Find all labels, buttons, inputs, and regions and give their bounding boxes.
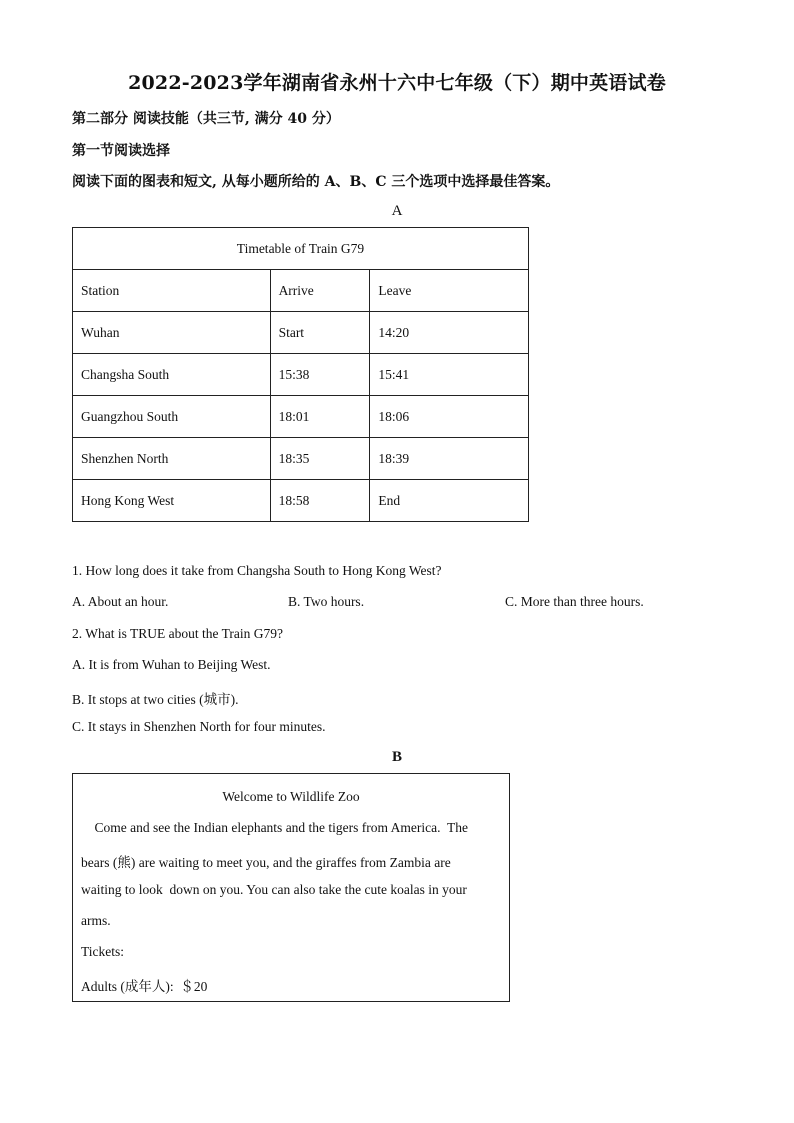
table-row [73,354,529,396]
table-row [73,396,529,438]
table-header-row [73,270,529,312]
q1-option-a: A. About an hour. [72,594,169,609]
table-row [73,438,529,480]
cell-leave: 18:06 [370,396,529,438]
cell-arrive: 18:01 [270,396,370,438]
train-timetable [72,227,529,522]
cell-leave: 15:41 [370,354,529,396]
cell-leave: 18:39 [370,438,529,480]
question-1: 1. How long does it take from Changsha South to Hong Kong West? [72,563,442,578]
zoo-advertisement [72,773,510,1002]
section-heading: 第一节阅读选择 [72,143,170,159]
question-2: 2. What is TRUE about the Train G79? [72,626,283,641]
passage-a-letter: A [391,203,403,219]
cell-leave: 14:20 [370,312,529,354]
cell-arrive: 15:38 [270,354,370,396]
table-caption: Timetable of Train G79 [73,228,529,270]
q2-option-c: C. It stays in Shenzhen North for four minutes. [72,719,326,734]
q1-option-c: C. More than three hours. [505,594,644,609]
exam-title: 2022-2023学年湖南省永州十六中七年级（下）期中英语试卷 [128,72,666,94]
part-heading: 第二部分 阅读技能（共三节, 满分 40 分） [72,111,340,127]
q1-option-b: B. Two hours. [288,594,365,609]
q2-option-b: B. It stops at two cities (城市). [72,692,239,707]
table-caption-row [73,228,529,270]
zoo-text-line: waiting to look down on you. You can also take the cute koalas in your [81,882,467,897]
tickets-label: Tickets: [81,944,125,959]
cell-station: Wuhan [73,312,271,354]
cell-arrive: 18:35 [270,438,370,480]
cell-arrive: Start [270,312,370,354]
zoo-text-line: arms. [81,913,111,928]
header-station: Station [73,270,271,312]
cell-station: Shenzhen North [73,438,271,480]
instruction-text: 阅读下面的图表和短文, 从每小题所给的 A、B、C 三个选项中选择最佳答案。 [72,174,560,190]
cell-leave: End [370,480,529,522]
q2-option-a: A. It is from Wuhan to Beijing West. [72,657,271,672]
zoo-text-line: Come and see the Indian elephants and the tigers from America. The [81,820,469,835]
cell-station: Changsha South [73,354,271,396]
cell-station: Guangzhou South [73,396,271,438]
header-arrive: Arrive [270,270,370,312]
table-row [73,312,529,354]
adult-ticket-price: Adults (成年人): ＄20 [81,979,208,994]
table-row [73,480,529,522]
header-leave: Leave [370,270,529,312]
zoo-text-line: bears (熊) are waiting to meet you, and the giraffes from Zambia are [81,855,451,870]
passage-b-letter: B [391,749,402,765]
zoo-title: Welcome to Wildlife Zoo [222,789,360,804]
cell-station: Hong Kong West [73,480,271,522]
cell-arrive: 18:58 [270,480,370,522]
